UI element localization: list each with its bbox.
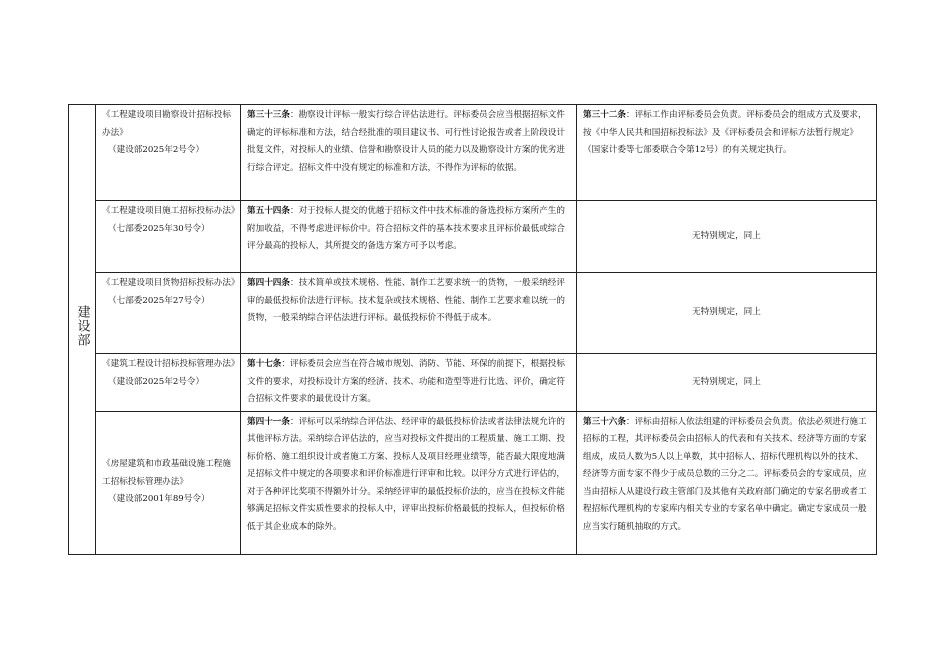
law-number: （建设部2025年2号令） — [108, 376, 205, 387]
table-row — [69, 354, 877, 412]
law-name: 《工程建设项目施工招标投标办法》 — [102, 206, 240, 216]
article-text: ：技术简单或技术规格、性能、制作工艺要求统一的货物，一般采纳经评审的最低投标价法进行评标。技术复杂或技术规格、性能、制作工艺要求难以统一的货物，一般采纳综合评估法进行评标。最低投标价不得低于成本。 — [247, 278, 565, 323]
evaluation-method-cell — [241, 105, 577, 201]
law-cell — [96, 201, 241, 273]
table-row — [69, 273, 877, 354]
law-number: （七部委2025年27号令） — [108, 295, 210, 306]
committee-cell — [577, 273, 877, 354]
article-text: ：评标委员会应当在符合城市规划、消防、节能、环保的前提下，根据投标文件的要求，对投标设计方案的经济、技术、功能和造型等进行比选、评价，确定符合招标文件要求的最优设计方案。 — [247, 359, 565, 404]
article-number: 第四十一条 — [247, 416, 290, 427]
law-name: 《工程建设项目勘察设计招标投标办法》 — [102, 110, 231, 138]
table-row — [69, 411, 877, 554]
regulation-table — [68, 104, 877, 555]
article-number: 第十七条 — [247, 359, 282, 369]
article-text: ：评标可以采纳综合评估法、经评审的最低投标价法或者法律法规允许的其他评标方法。采纳综合评估法的，应当对投标文件提出的工程质量、施工工期、投标价格、施工组织设计或者施工方案、投标人及项目经理业绩等，能否最大限度地满足招标文件中规定的各项要求和评价标准进行评审和比较。以评分方式进行评估的，对于各种评比奖项不得额外计分。采纳经评审的最低投标价法的，应当在投标文件能够满足招标文件实质性要求的投标人中，评审出投标价格最低的投标人，但投标价格低于其企业成本的除外。 — [247, 416, 565, 532]
evaluation-method-cell — [241, 354, 577, 412]
article-number: 第三十六条 — [583, 416, 626, 427]
no-special-provision: 无特别规定，同上 — [692, 376, 761, 387]
no-special-provision: 无特别规定，同上 — [692, 307, 761, 318]
law-number: （建设部2001年89号令） — [108, 494, 210, 505]
article-text: ：评标工作由评标委员会负责。评标委员会的组成方式及要求，按《中华人民共和国招标投标法》及《评标委员会和评标方法暂行规定》（国家计委等七部委联合令第12号）的有关规定执行。 — [583, 110, 867, 155]
table-row — [69, 105, 877, 201]
law-cell — [96, 411, 241, 554]
law-number: （七部委2025年30号令） — [108, 223, 210, 234]
law-cell — [96, 354, 241, 412]
no-special-provision: 无特别规定，同上 — [692, 230, 761, 241]
law-name: 《建筑工程设计招标投标管理办法》 — [102, 359, 240, 369]
article-number: 第五十四条 — [247, 206, 290, 216]
evaluation-method-cell — [241, 201, 577, 273]
law-cell — [96, 273, 241, 354]
evaluation-method-cell — [241, 411, 577, 554]
law-name: 《房屋建筑和市政基础设施工程施工招标投标管理办法》 — [102, 459, 231, 487]
article-text: ：勘察设计评标一般实行综合评估法进行。评标委员会应当根据招标文件确定的评标标准和方法，结合经批准的项目建议书、可行性讨论报告或者上阶段设计批复文件，对投标人的业绩、信誉和勘察设计人员的能力以及勘察设计方案的优劣进行综合评定。招标文件中没有规定的标准和方法，不得作为评标的依据。 — [247, 110, 565, 173]
committee-cell — [577, 201, 877, 273]
article-number: 第四十四条 — [247, 278, 290, 288]
committee-cell — [577, 105, 877, 201]
law-number: （建设部2025年2号令） — [108, 145, 205, 155]
law-name: 《工程建设项目货物招标投标办法》 — [102, 278, 240, 288]
article-text: ：评标由招标人依法组建的评标委员会负责。依法必须进行施工招标的工程，其评标委员会由招标人的代表和有关技术、经济等方面的专家组成，成员人数为5人以上单数，其中招标人、招标代理机构以外的技术、经济等方面专家不得少于成员总数的三分之二。评标委员会的专家成员，应当由招标人从建设行政主管部门及其他有关政府部门确定的专家名册或者工程招标代理机构的专家库内相关专业的专家名单中确定。确定专家成员一般应当实行随机抽取的方式。 — [583, 416, 867, 532]
table-row — [69, 201, 877, 273]
department-cell — [69, 105, 96, 555]
evaluation-method-cell — [241, 273, 577, 354]
law-cell — [96, 105, 241, 201]
article-number: 第三十二条 — [583, 110, 626, 120]
committee-cell — [577, 354, 877, 412]
article-number: 第三十三条 — [247, 110, 290, 120]
department-label: 建设部 — [74, 304, 90, 347]
article-text: ：对于投标人提交的优越于招标文件中技术标准的备选投标方案所产生的附加收益，不得考虑进评标价中。符合招标文件的基本技术要求且评标价最低或综合评分最高的投标人，其所提交的备选方案方可予以考虑。 — [247, 206, 565, 251]
committee-cell — [577, 411, 877, 554]
